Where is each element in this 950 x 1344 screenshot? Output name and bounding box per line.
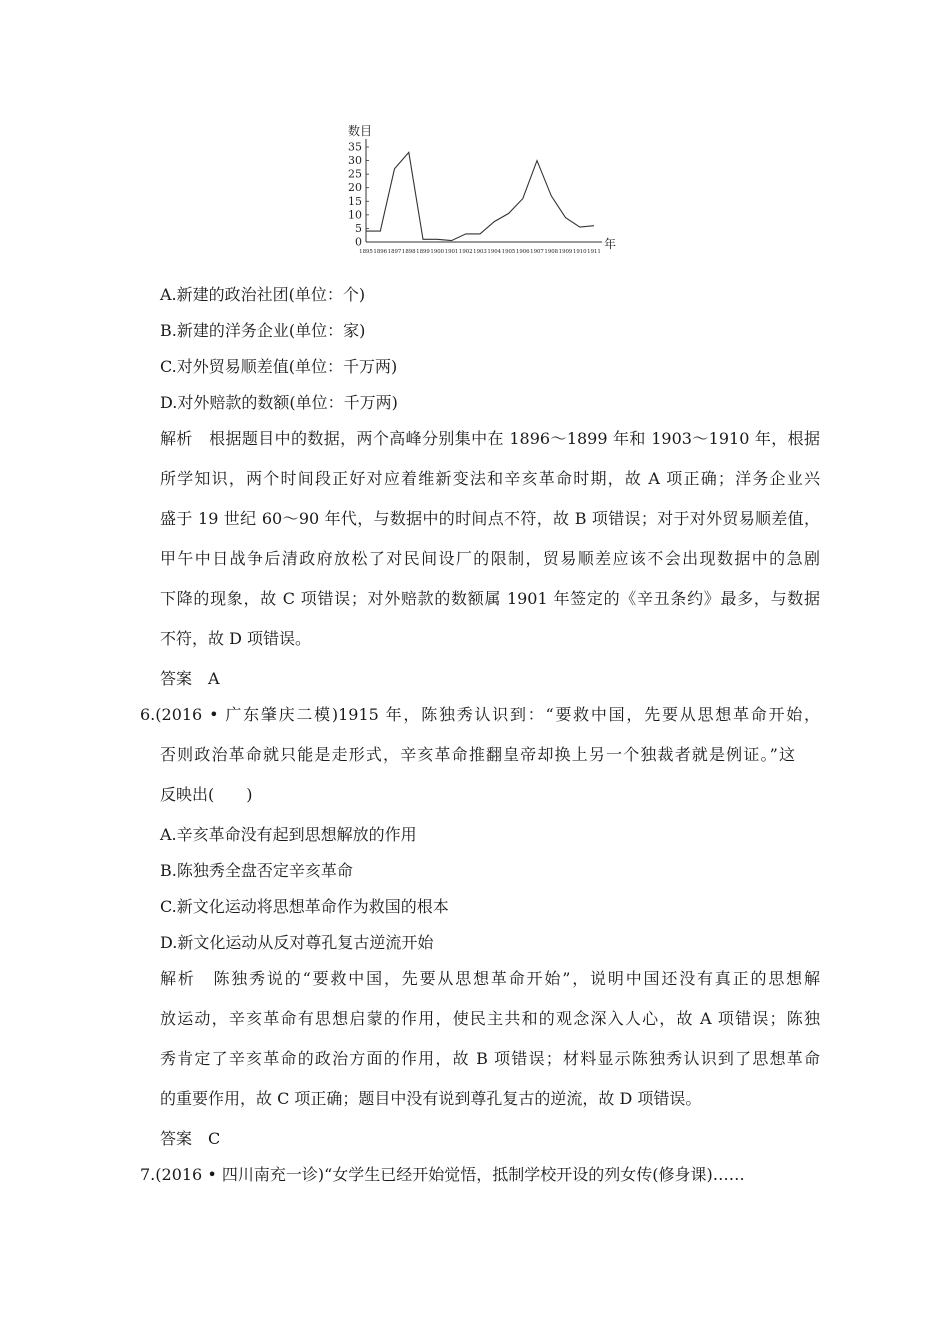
- q6-option-a: A.辛亥革命没有起到思想解放的作用: [160, 825, 417, 844]
- q6-analysis-line-4: 的重要作用，故 C 项正确；题目中没有说到尊孔复古的逆流，故 D 项错误。: [160, 1089, 702, 1108]
- y-tick-label: 15: [348, 194, 362, 208]
- q6-analysis-line-2: 放运动，辛亥革命有思想启蒙的作用，使民主共和的观念深入人心，故 A 项错误；陈独: [160, 1009, 820, 1028]
- x-tick-label: 1902: [458, 249, 473, 255]
- line-chart: [340, 118, 630, 263]
- q5-analysis-line-4: 甲午中日战争后清政府放松了对民间设厂的限制，贸易顺差应该不会出现数据中的急剧: [160, 549, 820, 568]
- q6-option-c: C.新文化运动将思想革命作为救国的根本: [160, 897, 449, 916]
- y-tick-label: 30: [348, 154, 362, 168]
- q7-stem-line-1: 7.(2016 • 四川南充一诊)“女学生已经开始觉悟，抵制学校开设的列女传(修身课)……: [140, 1165, 745, 1184]
- y-tick-label: 25: [348, 167, 362, 181]
- x-tick-label: 1907: [530, 249, 544, 255]
- q6-option-b: B.陈独秀全盘否定辛亥革命: [160, 861, 353, 880]
- x-tick-label: 1910: [572, 249, 587, 255]
- x-tick-label: 1901: [444, 249, 459, 255]
- x-tick-label: 1904: [487, 249, 502, 255]
- x-tick-label: 1899: [416, 249, 430, 255]
- x-axis-label: 年: [604, 237, 617, 251]
- x-tick-label: 1897: [387, 249, 402, 255]
- q6-stem-line-3: 反映出( ): [160, 785, 253, 804]
- q5-analysis-line-6: 不符，故 D 项错误。: [160, 629, 312, 648]
- q5-option-a: A.新建的政治社团(单位：个): [160, 285, 366, 304]
- x-tick-label: 1908: [544, 249, 559, 255]
- y-tick-label: 35: [348, 140, 362, 154]
- x-tick-label: 1898: [401, 249, 416, 255]
- y-tick-label: 5: [355, 221, 362, 235]
- x-tick-label: 1900: [430, 249, 445, 255]
- q5-option-d: D.对外赔款的数额(单位：千万两): [160, 393, 398, 412]
- q6-analysis-line-1: 解析 陈独秀说的“要救中国，先要从思想革命开始”，说明中国还没有真正的思想解: [160, 969, 820, 988]
- y-tick-label: 10: [348, 208, 362, 222]
- series-line: [366, 152, 594, 240]
- x-tick-label: 1895: [359, 249, 373, 255]
- q5-analysis-line-5: 下降的现象，故 C 项错误；对外赔款的数额属 1901 年签定的《辛丑条约》最多，与数据: [160, 589, 820, 608]
- y-tick-label: 0: [355, 235, 362, 249]
- x-tick-label: 1909: [558, 249, 573, 255]
- q5-option-c: C.对外贸易顺差值(单位：千万两): [160, 357, 398, 376]
- x-tick-label: 1906: [515, 249, 530, 255]
- q5-answer: 答案 A: [160, 669, 220, 688]
- q6-stem-line-2: 否则政治革命就只能是走形式，辛亥革命推翻皇帝却换上另一个独裁者就是例证。”这: [160, 745, 795, 764]
- y-axis-label: 数目: [348, 124, 373, 138]
- y-tick-label: 20: [348, 181, 362, 195]
- x-tick-label: 1903: [473, 249, 487, 255]
- q6-option-d: D.新文化运动从反对尊孔复古逆流开始: [160, 933, 434, 952]
- q5-analysis-line-1: 解析 根据题目中的数据，两个高峰分别集中在 1896～1899 年和 1903～1910 年，根据: [160, 429, 820, 448]
- q6-analysis-line-3: 秀肯定了辛亥革命的政治方面的作用，故 B 项错误；材料显示陈独秀认识到了思想革命: [160, 1049, 820, 1068]
- q6-stem-line-1: 6.(2016 • 广东肇庆二模)1915 年，陈独秀认识到：“要救中国，先要从思想革命开始，: [140, 705, 820, 724]
- x-tick-label: 1911: [587, 249, 601, 255]
- x-tick-label: 1896: [373, 249, 388, 255]
- q6-answer: 答案 C: [160, 1129, 221, 1148]
- q5-analysis-line-2: 所学知识，两个时间段正好对应着维新变法和辛亥革命时期，故 A 项正确；洋务企业兴: [160, 469, 820, 488]
- x-tick-label: 1905: [501, 249, 516, 255]
- q5-option-b: B.新建的洋务企业(单位：家): [160, 321, 366, 340]
- q5-analysis-line-3: 盛于 19 世纪 60～90 年代，与数据中的时间点不符，故 B 项错误；对于对外贸易顺差值，: [160, 509, 820, 528]
